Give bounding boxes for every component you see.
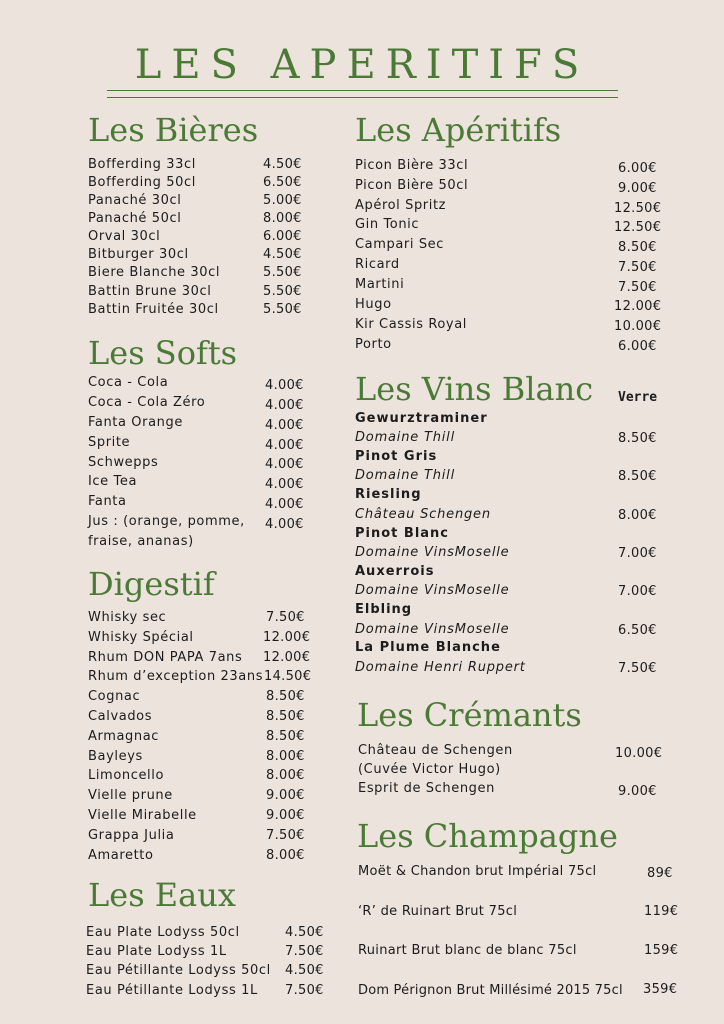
menu-item-price: 12.50€ bbox=[614, 220, 662, 235]
section-title-bieres: Les Bières bbox=[88, 111, 259, 149]
menu-item-price: 9.00€ bbox=[618, 784, 657, 799]
menu-item-price: 9.00€ bbox=[266, 788, 305, 803]
menu-item-name: Vielle Mirabelle bbox=[88, 808, 197, 823]
menu-item-name: Ricard bbox=[355, 257, 400, 272]
menu-item-name: Battin Fruitée 30cl bbox=[88, 302, 219, 317]
wine-name: Gewurztraminer bbox=[355, 411, 488, 426]
menu-item-name: Armagnac bbox=[88, 729, 160, 744]
wine-name: Pinot Gris bbox=[355, 449, 438, 464]
menu-item-price: 12.00€ bbox=[614, 299, 662, 314]
menu-item-name: Eau Plate Lodyss 50cl bbox=[86, 925, 240, 940]
menu-item-price: 7.50€ bbox=[618, 280, 657, 295]
menu-item-name: Martini bbox=[355, 277, 405, 292]
section-title-digestif: Digestif bbox=[88, 565, 215, 603]
menu-item-name: Picon Bière 50cl bbox=[355, 178, 469, 193]
menu-item-price: 89€ bbox=[647, 866, 673, 881]
menu-item-name: Bofferding 33cl bbox=[88, 157, 196, 172]
menu-item-name: Rhum d’exception 23ans bbox=[88, 669, 264, 684]
menu-item-name: Battin Brune 30cl bbox=[88, 284, 212, 299]
menu-item-name: Schwepps bbox=[88, 455, 159, 470]
menu-item-name: Kir Cassis Royal bbox=[355, 317, 467, 332]
menu-item-price: 8.50€ bbox=[618, 240, 657, 255]
menu-item-name: Campari Sec bbox=[355, 237, 445, 252]
menu-item-name: Ruinart Brut blanc de blanc 75cl bbox=[358, 943, 577, 958]
menu-item-price: 159€ bbox=[644, 943, 679, 958]
menu-item-price: 6.00€ bbox=[618, 339, 657, 354]
menu-item-price: 12.50€ bbox=[614, 201, 662, 216]
menu-item-name: Coca - Cola Zéro bbox=[88, 395, 206, 410]
menu-item-price: 10.00€ bbox=[615, 746, 663, 761]
menu-item-price: 8.50€ bbox=[266, 729, 305, 744]
menu-item-price: 12.00€ bbox=[263, 650, 311, 665]
menu-item-price: 10.00€ bbox=[614, 319, 662, 334]
section-title-vins-blanc: Les Vins Blanc bbox=[355, 370, 594, 408]
verre-column-label: Verre bbox=[618, 390, 658, 405]
menu-item-price: 14.50€ bbox=[264, 669, 312, 684]
wine-name: Auxerrois bbox=[355, 564, 435, 579]
menu-item-price: 4.50€ bbox=[285, 963, 324, 978]
section-title-softs: Les Softs bbox=[88, 334, 238, 372]
menu-item-price: 5.50€ bbox=[263, 302, 302, 317]
menu-item-price: 8.00€ bbox=[266, 848, 305, 863]
menu-item-name: Sprite bbox=[88, 435, 131, 450]
section-title-champagne: Les Champagne bbox=[357, 817, 618, 855]
menu-item-price: 6.00€ bbox=[263, 229, 302, 244]
wine-domain: Domaine Thill bbox=[355, 468, 455, 483]
title-divider-bottom bbox=[107, 97, 618, 98]
menu-item-price: 4.00€ bbox=[265, 418, 304, 433]
wine-name: Elbling bbox=[355, 602, 413, 617]
menu-item-name: Picon Bière 33cl bbox=[355, 158, 469, 173]
menu-item-price: 4.50€ bbox=[263, 247, 302, 262]
menu-item-price: 7.50€ bbox=[618, 661, 657, 676]
menu-item-price: 4.00€ bbox=[265, 497, 304, 512]
menu-item-name: Biere Blanche 30cl bbox=[88, 265, 221, 280]
section-title-aperitifs: Les Apéritifs bbox=[355, 111, 562, 149]
menu-item-name: Whisky Spécial bbox=[88, 630, 194, 645]
menu-item-price: 7.00€ bbox=[618, 546, 657, 561]
wine-domain: Domaine Henri Ruppert bbox=[355, 660, 526, 675]
menu-item-name: Château de Schengen bbox=[358, 743, 513, 758]
menu-item-price: 5.50€ bbox=[263, 284, 302, 299]
menu-item-name: Whisky sec bbox=[88, 610, 167, 625]
menu-item-name: Orval 30cl bbox=[88, 229, 161, 244]
wine-domain: Château Schengen bbox=[355, 507, 491, 522]
menu-item-price: 8.00€ bbox=[266, 768, 305, 783]
menu-item-name: Jus : (orange, pomme, bbox=[88, 514, 245, 529]
menu-item-price: 7.50€ bbox=[285, 983, 324, 998]
menu-item-name: Calvados bbox=[88, 709, 153, 724]
menu-item-price: 7.00€ bbox=[618, 584, 657, 599]
menu-item-name: Porto bbox=[355, 337, 392, 352]
menu-item-name: Eau Pétillante Lodyss 50cl bbox=[86, 963, 271, 978]
wine-domain: Domaine VinsMoselle bbox=[355, 583, 510, 598]
menu-item-name: Dom Pérignon Brut Millésimé 2015 75cl bbox=[358, 983, 623, 998]
menu-item-name: Limoncello bbox=[88, 768, 165, 783]
wine-domain: Domaine VinsMoselle bbox=[355, 545, 510, 560]
menu-item-name: Eau Plate Lodyss 1L bbox=[86, 944, 227, 959]
menu-item-price: 5.50€ bbox=[263, 265, 302, 280]
section-title-cremants: Les Crémants bbox=[357, 696, 582, 734]
menu-item-name: Bofferding 50cl bbox=[88, 175, 196, 190]
menu-item-price: 6.50€ bbox=[263, 175, 302, 190]
menu-item-price: 119€ bbox=[644, 904, 679, 919]
menu-item-price: 6.00€ bbox=[618, 161, 657, 176]
menu-item-name: Apérol Spritz bbox=[355, 198, 447, 213]
menu-item-name: ‘R’ de Ruinart Brut 75cl bbox=[358, 904, 518, 919]
menu-item-price: 4.00€ bbox=[265, 477, 304, 492]
menu-item-price: 12.00€ bbox=[263, 630, 311, 645]
menu-item-price: 4.00€ bbox=[265, 438, 304, 453]
wine-domain: Domaine VinsMoselle bbox=[355, 622, 510, 637]
menu-item-name: fraise, ananas) bbox=[88, 534, 194, 549]
menu-item-price: 8.50€ bbox=[618, 431, 657, 446]
menu-item-price: 4.00€ bbox=[265, 398, 304, 413]
menu-item-price: 8.00€ bbox=[618, 508, 657, 523]
wine-domain: Domaine Thill bbox=[355, 430, 455, 445]
menu-item-price: 7.50€ bbox=[285, 944, 324, 959]
title-divider-top bbox=[107, 90, 618, 91]
menu-item-price: 4.00€ bbox=[265, 378, 304, 393]
menu-item-price: 7.50€ bbox=[266, 610, 305, 625]
menu-item-name: Bitburger 30cl bbox=[88, 247, 189, 262]
wine-name: Riesling bbox=[355, 487, 422, 502]
menu-item-name: Hugo bbox=[355, 297, 392, 312]
menu-item-name: Panaché 30cl bbox=[88, 193, 182, 208]
menu-item-price: 359€ bbox=[643, 982, 678, 997]
menu-item-price: 9.00€ bbox=[266, 808, 305, 823]
menu-item-price: 4.50€ bbox=[263, 157, 302, 172]
menu-item-price: 6.50€ bbox=[618, 623, 657, 638]
page-title: LES APERITIFS bbox=[134, 42, 590, 88]
menu-item-name: Rhum DON PAPA 7ans bbox=[88, 650, 243, 665]
menu-item-name: Fanta bbox=[88, 494, 127, 509]
menu-item-name: Eau Pétillante Lodyss 1L bbox=[86, 983, 258, 998]
menu-item-name: Grappa Julia bbox=[88, 828, 175, 843]
menu-item-name: Vielle prune bbox=[88, 788, 173, 803]
menu-item-price: 8.50€ bbox=[266, 709, 305, 724]
menu-item-price: 9.00€ bbox=[618, 181, 657, 196]
menu-item-price: 5.00€ bbox=[263, 193, 302, 208]
menu-item-name: Fanta Orange bbox=[88, 415, 183, 430]
menu-item-price: 7.50€ bbox=[266, 828, 305, 843]
menu-item-price: 4.50€ bbox=[285, 925, 324, 940]
menu-item-name: Bayleys bbox=[88, 749, 143, 764]
menu-item-price: 7.50€ bbox=[618, 260, 657, 275]
menu-item-name: Amaretto bbox=[88, 848, 154, 863]
menu-item-price: 4.00€ bbox=[265, 457, 304, 472]
menu-item-price: 8.50€ bbox=[618, 469, 657, 484]
menu-item-name: Moët & Chandon brut Impérial 75cl bbox=[358, 864, 597, 879]
menu-item-name: Esprit de Schengen bbox=[358, 781, 495, 796]
menu-item-name: Coca - Cola bbox=[88, 375, 169, 390]
menu-item-name: Gin Tonic bbox=[355, 217, 420, 232]
menu-item-price: 8.00€ bbox=[263, 211, 302, 226]
section-title-eaux: Les Eaux bbox=[88, 876, 236, 914]
wine-name: La Plume Blanche bbox=[355, 640, 501, 655]
menu-item-price: 4.00€ bbox=[265, 517, 304, 532]
menu-item-name: (Cuvée Victor Hugo) bbox=[358, 762, 501, 777]
menu-item-name: Ice Tea bbox=[88, 474, 138, 489]
menu-item-name: Panaché 50cl bbox=[88, 211, 182, 226]
menu-item-price: 8.00€ bbox=[266, 749, 305, 764]
wine-name: Pinot Blanc bbox=[355, 526, 450, 541]
menu-item-name: Cognac bbox=[88, 689, 141, 704]
menu-item-price: 8.50€ bbox=[266, 689, 305, 704]
